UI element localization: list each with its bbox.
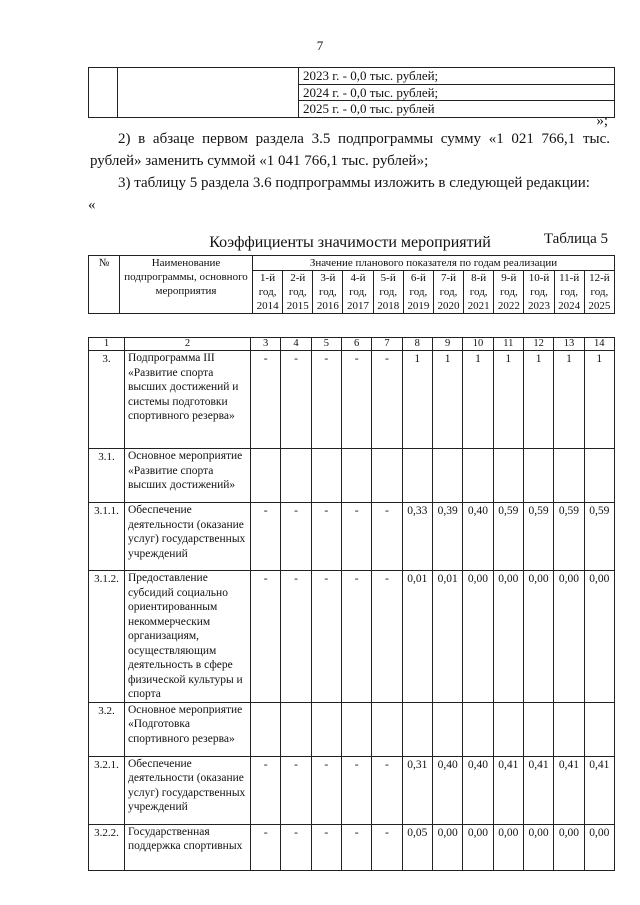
header-table xyxy=(88,255,615,314)
row-number: 3.2. xyxy=(89,702,125,756)
value-cell xyxy=(372,702,402,756)
header-year-year: 2017 xyxy=(347,300,370,312)
column-number: 1 xyxy=(89,338,125,351)
value-cell xyxy=(251,702,281,756)
value-cell xyxy=(372,449,402,503)
header-year-ord: 1-й xyxy=(260,272,276,284)
header-year-god: год, xyxy=(319,286,337,298)
row-number: 3. xyxy=(89,351,125,449)
row-number: 3.1.1. xyxy=(89,503,125,571)
value-cell xyxy=(554,449,584,503)
header-group: Значение планового показателя по годам реализации xyxy=(253,256,615,271)
value-cell: 0,59 xyxy=(554,503,584,571)
value-cell: 0,00 xyxy=(584,571,614,703)
row-name: Государственная поддержка спортивных xyxy=(125,824,251,870)
table-title: Коэффициенты значимости мероприятий xyxy=(209,234,491,251)
header-year-god: год, xyxy=(409,286,428,298)
value-cell xyxy=(493,702,523,756)
value-cell: - xyxy=(372,756,402,824)
value-cell: - xyxy=(311,824,341,870)
value-cell: - xyxy=(311,503,341,571)
value-cell: - xyxy=(341,503,371,571)
header-year-god: год, xyxy=(469,286,488,298)
budget-empty-cell xyxy=(118,68,299,118)
value-cell: - xyxy=(341,571,371,703)
value-cell: - xyxy=(341,824,371,870)
table-row xyxy=(89,571,615,703)
header-year-ord: 2-й xyxy=(290,272,306,284)
header-year-year: 2020 xyxy=(437,300,460,312)
value-cell: - xyxy=(281,571,311,703)
row-name: Основное мероприятие «Развитие спорта высших достижений» xyxy=(125,449,251,503)
table-row xyxy=(89,449,615,503)
budget-lines-cell xyxy=(299,68,615,118)
column-number: 10 xyxy=(463,338,493,351)
row-name: Основное мероприятие «Подготовка спортивного резерва» xyxy=(125,702,251,756)
value-cell: - xyxy=(251,503,281,571)
value-cell: 0,41 xyxy=(554,756,584,824)
header-year-cell xyxy=(373,271,403,314)
column-number: 5 xyxy=(311,338,341,351)
value-cell: 0,00 xyxy=(463,571,493,703)
value-cell xyxy=(493,449,523,503)
value-cell: - xyxy=(251,824,281,870)
value-cell: 0,00 xyxy=(493,824,523,870)
budget-line: 2024 г. - 0,0 тыс. рублей; xyxy=(299,84,614,101)
value-cell xyxy=(402,702,432,756)
value-cell xyxy=(523,449,553,503)
value-cell: 0,00 xyxy=(523,824,553,870)
header-year-year: 2024 xyxy=(558,300,581,312)
value-cell: - xyxy=(281,756,311,824)
value-cell: 0,00 xyxy=(432,824,462,870)
column-number: 9 xyxy=(432,338,462,351)
paragraph-2: 2) в абзаце первом раздела 3.5 подпрограммы сумму «1 021 766,1 тыс. рублей» заменить суммой «1 041 766,1 тыс. рублей»; xyxy=(90,131,610,169)
value-cell: 0,05 xyxy=(402,824,432,870)
value-cell xyxy=(463,702,493,756)
value-cell: 1 xyxy=(493,351,523,449)
value-cell: - xyxy=(372,503,402,571)
header-year-ord: 12-й xyxy=(589,272,610,284)
value-cell: 0,01 xyxy=(432,571,462,703)
value-cell xyxy=(523,702,553,756)
header-year-year: 2023 xyxy=(527,300,550,312)
closing-quote: »; xyxy=(596,113,608,129)
value-cell: - xyxy=(311,351,341,449)
header-year-year: 2021 xyxy=(467,300,490,312)
value-cell: 1 xyxy=(523,351,553,449)
row-number: 3.2.1. xyxy=(89,756,125,824)
value-cell: - xyxy=(281,824,311,870)
header-year-cell xyxy=(283,271,313,314)
row-number: 3.1.2. xyxy=(89,571,125,703)
column-number: 11 xyxy=(493,338,523,351)
value-cell: - xyxy=(281,503,311,571)
table-row xyxy=(89,824,615,870)
column-number: 8 xyxy=(402,338,432,351)
header-year-ord: 10-й xyxy=(528,272,550,284)
header-year-year: 2018 xyxy=(377,300,400,312)
value-cell xyxy=(281,702,311,756)
header-year-god: год, xyxy=(530,286,548,298)
value-cell: 0,00 xyxy=(493,571,523,703)
budget-line: 2025 г. - 0,0 тыс. рублей xyxy=(299,100,614,117)
value-cell xyxy=(584,702,614,756)
opening-quote: « xyxy=(88,197,96,213)
value-cell: 0,40 xyxy=(463,756,493,824)
value-cell: 0,33 xyxy=(402,503,432,571)
value-cell: 0,40 xyxy=(463,503,493,571)
column-number: 6 xyxy=(341,338,371,351)
value-cell xyxy=(341,702,371,756)
header-year-cell xyxy=(253,271,283,314)
table-row xyxy=(89,756,615,824)
header-year-ord: 3-й xyxy=(320,272,336,284)
row-name: Подпрограмма III «Развитие спорта высших достижений и системы подготовки спортивного резерва» xyxy=(125,351,251,449)
header-year-cell xyxy=(554,271,584,314)
table-label: Таблица 5 xyxy=(543,231,608,247)
value-cell: 0,01 xyxy=(402,571,432,703)
main-table xyxy=(88,337,615,871)
header-year-ord: 6-й xyxy=(410,272,426,284)
header-year-god: год, xyxy=(379,286,398,298)
header-name: Наименование подпрограммы, основного мероприятия xyxy=(120,256,253,314)
value-cell xyxy=(311,702,341,756)
row-name: Обеспечение деятельности (оказание услуг) государственных учреждений xyxy=(125,756,251,824)
header-year-cell xyxy=(494,271,524,314)
column-number: 3 xyxy=(251,338,281,351)
value-cell: 0,59 xyxy=(523,503,553,571)
value-cell xyxy=(281,449,311,503)
row-name: Предоставление субсидий социально ориентированным некоммерческим организациям, осуществляющим деятельность в сфере физической культуры и спорта xyxy=(125,571,251,703)
budget-empty-cell xyxy=(89,68,118,118)
value-cell: - xyxy=(341,756,371,824)
paragraph-3: 3) таблицу 5 раздела 3.6 подпрограммы изложить в следующей редакции: xyxy=(118,175,590,191)
header-year-year: 2022 xyxy=(497,300,520,312)
header-year-cell xyxy=(403,271,433,314)
value-cell xyxy=(432,449,462,503)
header-year-god: год, xyxy=(590,286,609,298)
header-year-god: год, xyxy=(258,286,277,298)
header-year-cell xyxy=(433,271,463,314)
value-cell xyxy=(402,449,432,503)
header-year-god: год, xyxy=(560,286,579,298)
header-year-year: 2025 xyxy=(588,300,611,312)
header-year-ord: 9-й xyxy=(501,272,517,284)
header-year-god: год, xyxy=(349,286,367,298)
header-year-year: 2016 xyxy=(316,300,339,312)
page-number: 7 xyxy=(316,38,324,53)
header-year-ord: 8-й xyxy=(471,272,487,284)
value-cell: - xyxy=(311,571,341,703)
header-year-year: 2014 xyxy=(256,300,279,312)
column-number: 14 xyxy=(584,338,614,351)
header-year-cell xyxy=(524,271,554,314)
header-year-ord: 7-й xyxy=(440,272,457,284)
header-year-god: год, xyxy=(439,286,458,298)
value-cell: 0,59 xyxy=(584,503,614,571)
value-cell: 0,41 xyxy=(523,756,553,824)
header-year-cell xyxy=(313,271,343,314)
value-cell: 0,39 xyxy=(432,503,462,571)
column-number: 13 xyxy=(554,338,584,351)
row-number: 3.1. xyxy=(89,449,125,503)
header-year-god: год, xyxy=(288,286,307,298)
value-cell: - xyxy=(311,756,341,824)
value-cell xyxy=(554,702,584,756)
row-number: 3.2.2. xyxy=(89,824,125,870)
value-cell: - xyxy=(372,571,402,703)
column-number: 7 xyxy=(372,338,402,351)
header-year-ord: 4-й xyxy=(350,272,366,284)
value-cell: 0,00 xyxy=(554,571,584,703)
value-cell: 0,41 xyxy=(493,756,523,824)
value-cell: - xyxy=(281,351,311,449)
column-number: 12 xyxy=(523,338,553,351)
value-cell: 1 xyxy=(554,351,584,449)
value-cell: 1 xyxy=(463,351,493,449)
value-cell: 0,00 xyxy=(554,824,584,870)
header-year-cell xyxy=(343,271,373,314)
value-cell: 0,00 xyxy=(584,824,614,870)
budget-table-fragment xyxy=(88,67,615,118)
budget-line: 2023 г. - 0,0 тыс. рублей; xyxy=(303,68,439,83)
value-cell: - xyxy=(372,351,402,449)
value-cell xyxy=(463,449,493,503)
value-cell xyxy=(432,702,462,756)
value-cell: - xyxy=(251,571,281,703)
value-cell: 0,31 xyxy=(402,756,432,824)
header-year-cell xyxy=(464,271,494,314)
value-cell xyxy=(311,449,341,503)
value-cell: 0,41 xyxy=(584,756,614,824)
table-row xyxy=(89,503,615,571)
header-year-ord: 11-й xyxy=(559,272,580,284)
column-number: 4 xyxy=(281,338,311,351)
header-year-ord: 5-й xyxy=(380,272,396,284)
header-year-god: год, xyxy=(499,286,518,298)
table-row xyxy=(89,351,615,449)
value-cell: - xyxy=(251,351,281,449)
value-cell: 1 xyxy=(584,351,614,449)
table-row xyxy=(89,702,615,756)
value-cell: 0,00 xyxy=(463,824,493,870)
header-year-year: 2019 xyxy=(407,300,430,312)
column-number: 2 xyxy=(125,338,251,351)
value-cell: - xyxy=(341,351,371,449)
header-no: № xyxy=(89,256,120,314)
value-cell xyxy=(341,449,371,503)
value-cell: 0,59 xyxy=(493,503,523,571)
value-cell: 0,00 xyxy=(523,571,553,703)
value-cell: - xyxy=(372,824,402,870)
header-year-cell xyxy=(584,271,614,314)
row-name: Обеспечение деятельности (оказание услуг) государственных учреждений xyxy=(125,503,251,571)
value-cell: 1 xyxy=(402,351,432,449)
value-cell xyxy=(584,449,614,503)
value-cell: 1 xyxy=(432,351,462,449)
header-year-year: 2015 xyxy=(286,300,309,312)
value-cell: - xyxy=(251,756,281,824)
value-cell xyxy=(251,449,281,503)
value-cell: 0,40 xyxy=(432,756,462,824)
